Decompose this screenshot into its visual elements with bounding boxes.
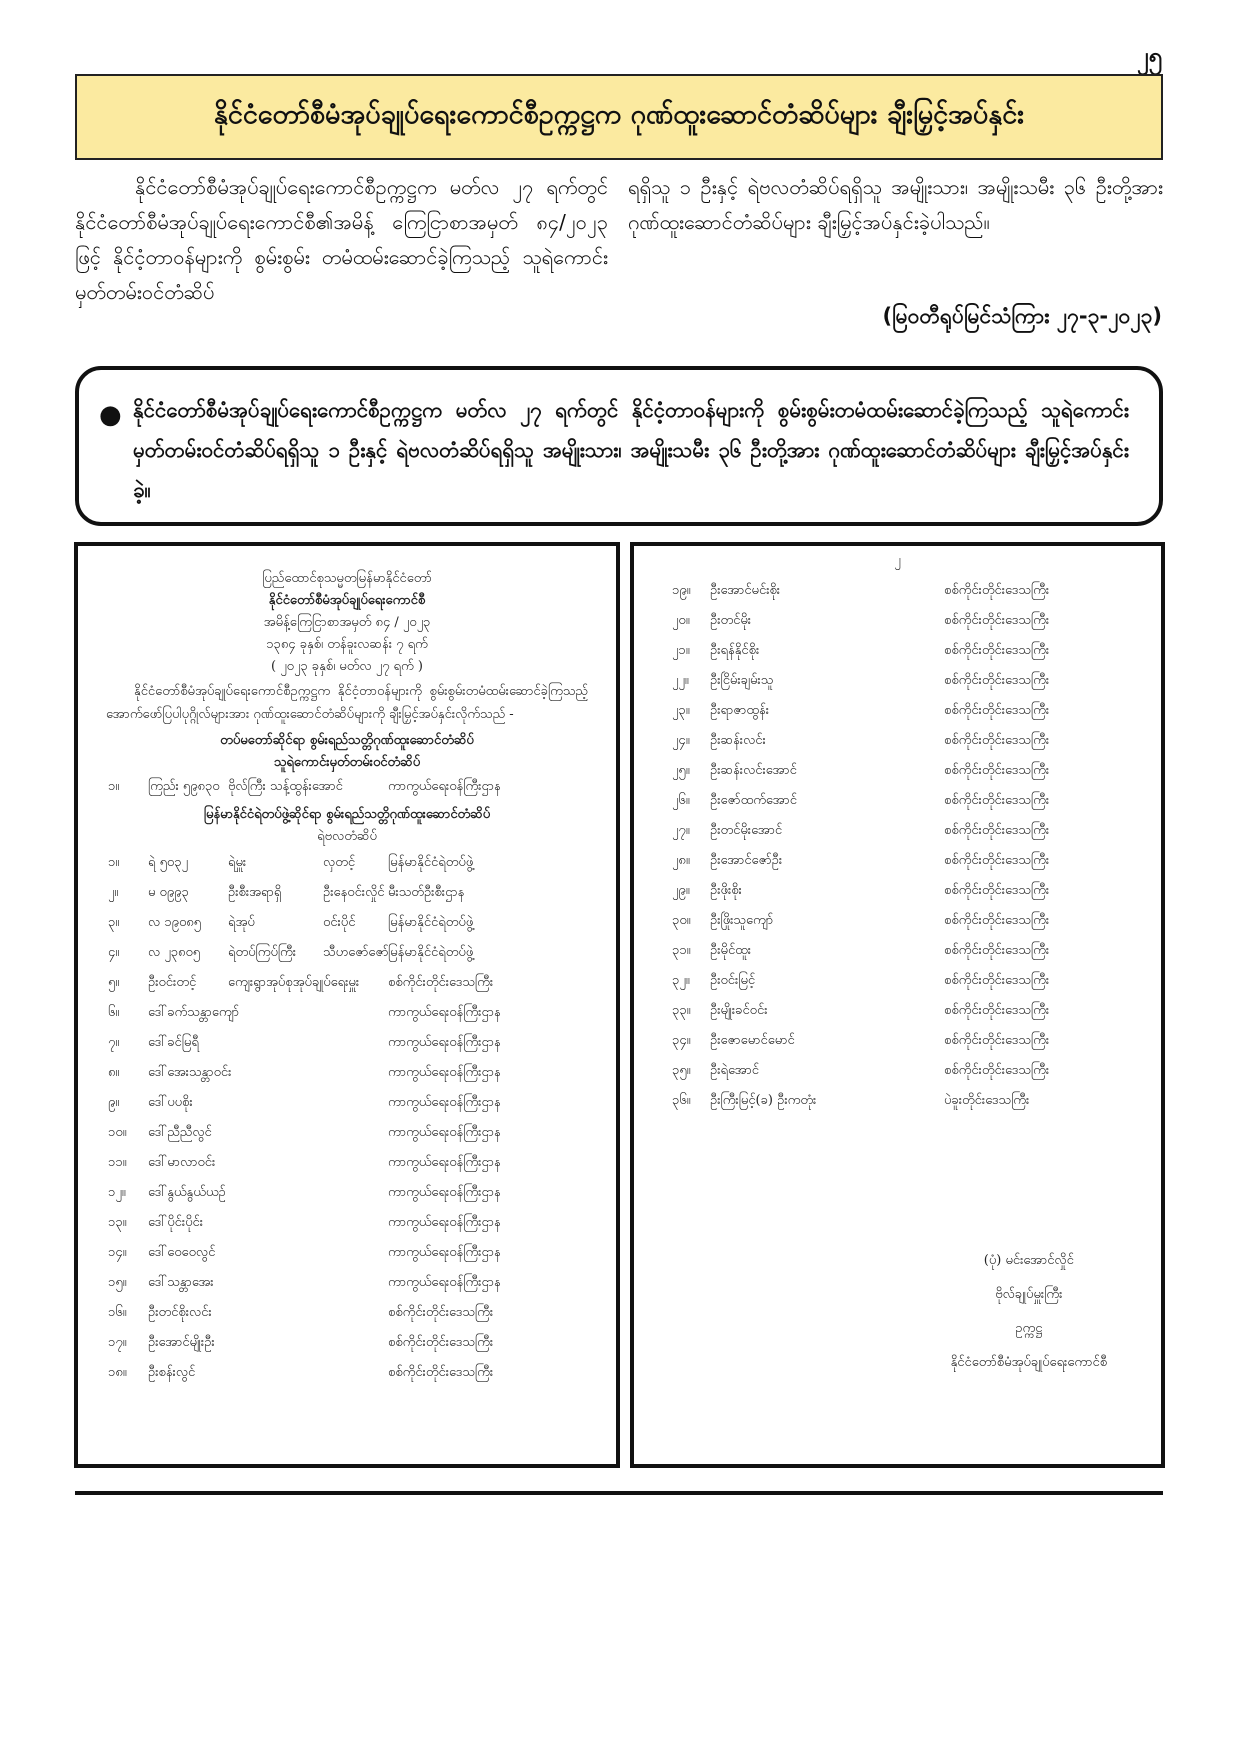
item-number: ၂၉။ <box>672 883 690 898</box>
item-name: ဦးဆန်းလင်း <box>710 733 766 748</box>
item-name: ဦးတင်မိုးအောင် <box>710 823 783 838</box>
list-item <box>634 612 1161 642</box>
signature-line: ဥက္ကဋ္ဌ <box>1015 1321 1043 1336</box>
list-item <box>634 912 1161 942</box>
item-id: ဦးတင်စိုးလင်း <box>148 1305 212 1320</box>
item-unit: စစ်ကိုင်းတိုင်းဒေသကြီး <box>944 733 1050 748</box>
highlight-text: နိုင်ငံတော်စီမံအုပ်ချုပ်ရေးကောင်စီဥက္ကဋ္ဌက မတ်လ ၂၇ ရက်တွင် နိုင်ငံ့တာဝန်များကို စွမ်းစွမ်းတမံထမ်းဆောင်ခဲ့ကြသည့် သူရဲကောင်းမှတ်တမ်းဝင်တံဆိပ်ရရှိသူ ၁ ဦးနှင့် ရဲဗလတံဆိပ်ရရှိသူ အမျိုးသား၊ အမျိုးသမီး ၃၆ ဦးတို့အား ဂုဏ်ထူးဆောင်တံဆိပ်များ ချီးမြှင့်အပ်နှင်းခဲ့။ <box>133 398 1129 502</box>
list-item <box>634 942 1161 972</box>
list-item <box>78 1244 616 1274</box>
item-unit: ကာကွယ်ရေးဝန်ကြီးဌာန <box>388 1095 501 1110</box>
item-unit: ကာကွယ်ရေးဝန်ကြီးဌာန <box>388 1125 501 1140</box>
scanned-order-page-1 <box>74 542 620 1468</box>
item-name: ရဲတပ်ကြပ်ကြီး <box>228 945 297 960</box>
section-title: မြန်မာနိုင်ငံရဲတပ်ဖွဲ့ဆိုင်ရာ စွမ်းရည်သတ္တိဂုဏ်ထူးဆောင်တံဆိပ် <box>203 807 491 822</box>
item-unit: မြန်မာနိုင်ငံရဲတပ်ဖွဲ့ <box>388 915 474 930</box>
item-id: ကြည်း ၅၉၈၃၀ <box>148 779 220 794</box>
item-number: ၁၅။ <box>108 1275 127 1290</box>
list-item <box>78 974 616 1004</box>
list-item <box>78 778 616 808</box>
item-id: ဒေါ်နွယ်နွယ်ယဉ် <box>148 1185 226 1200</box>
page-number: ၂၅ <box>1136 42 1162 70</box>
item-id: ဒေါ်သန္တာအေး <box>148 1275 214 1290</box>
item-unit: စစ်ကိုင်းတိုင်းဒေသကြီး <box>944 973 1050 988</box>
item-unit: မြန်မာနိုင်ငံရဲတပ်ဖွဲ့ <box>388 945 474 960</box>
item-unit: စစ်ကိုင်းတိုင်းဒေသကြီး <box>944 913 1050 928</box>
item-number: ၂၄။ <box>672 733 690 748</box>
item-number: ၁၄။ <box>108 1245 127 1260</box>
item-number: ၃၃။ <box>672 1003 691 1018</box>
item-name: ဦးတင်မိုး <box>710 613 752 628</box>
list-item <box>634 672 1161 702</box>
item-number: ၁၀။ <box>108 1125 127 1140</box>
item-id: ဒေါ်ခက်သန္တာကျော် <box>148 1005 240 1020</box>
list-item <box>634 792 1161 822</box>
item-number: ၁၆။ <box>108 1305 127 1320</box>
item-number: ၂။ <box>108 885 119 900</box>
item-unit: စစ်ကိုင်းတိုင်းဒေသကြီး <box>944 613 1050 628</box>
item-unit: စစ်ကိုင်းတိုင်းဒေသကြီး <box>944 643 1050 658</box>
item-number: ၉။ <box>108 1095 120 1110</box>
list-item <box>78 1274 616 1304</box>
item-name: ရဲအုပ် <box>228 915 255 930</box>
item-id: ဒေါ်မာလာဝင်း <box>148 1155 216 1170</box>
item-unit: စစ်ကိုင်းတိုင်းဒေသကြီး <box>944 673 1050 688</box>
list-item <box>78 914 616 944</box>
item-unit: ကာကွယ်ရေးဝန်ကြီးဌာန <box>388 1005 501 1020</box>
list-item <box>634 582 1161 612</box>
item-id: ဒေါ်ပိုင်းပိုင်း <box>148 1215 204 1230</box>
item-unit: မီးသတ်ဦးစီးဌာန <box>388 885 465 900</box>
item-id: မ ၀၉၉၃ <box>148 885 189 900</box>
item-unit: စစ်ကိုင်းတိုင်းဒေသကြီး <box>944 583 1050 598</box>
list-item <box>634 1092 1161 1122</box>
item-number: ၂၁။ <box>672 643 690 658</box>
item-number: ၁၇။ <box>108 1335 127 1350</box>
item-id: ဒေါ်ပပစိုး <box>148 1095 193 1110</box>
item-number: ၆။ <box>108 1005 120 1020</box>
item-id: လ ၁၉၀၈၅ <box>148 915 201 930</box>
item-unit: ကာကွယ်ရေးဝန်ကြီးဌာန <box>388 1215 501 1230</box>
item-number: ၁၁။ <box>108 1155 127 1170</box>
list-item <box>78 1034 616 1064</box>
item-name: ဦးရန်နိုင်စိုး <box>710 643 760 658</box>
order-header-line: ပြည်ထောင်စုသမ္မတမြန်မာနိုင်ငံတော် <box>262 571 432 586</box>
order-header-line: အမိန့်ကြေငြာစာအမှတ် ၈၄ / ၂၀၂၃ <box>263 615 431 630</box>
item-number: ၁၈။ <box>108 1365 127 1380</box>
item-unit: ကာကွယ်ရေးဝန်ကြီးဌာန <box>388 1035 501 1050</box>
item-number: ၁၉။ <box>672 583 691 598</box>
item-id: ဒေါ်ညီညီလွင် <box>148 1125 212 1140</box>
item-unit: စစ်ကိုင်းတိုင်းဒေသကြီး <box>944 1033 1050 1048</box>
scanned-order-page-2 <box>630 542 1165 1468</box>
item-name: ဦးဇောမောင်မောင် <box>710 1033 795 1048</box>
item-number: ၂၂။ <box>672 673 689 688</box>
item-name: ဦးစီးအရာရှိ <box>228 885 282 900</box>
list-item <box>634 732 1161 762</box>
item-number: ၂၀။ <box>672 613 690 628</box>
item-unit: စစ်ကိုင်းတိုင်းဒေသကြီး <box>944 1003 1050 1018</box>
item-unit: ကာကွယ်ရေးဝန်ကြီးဌာန <box>388 1245 501 1260</box>
section-subtitle: သူရဲကောင်းမှတ်တမ်းဝင်တံဆိပ် <box>273 755 421 770</box>
list-item <box>634 822 1161 852</box>
list-item <box>78 1334 616 1364</box>
item-number: ၈။ <box>108 1065 120 1080</box>
item-name: ဦးဖိုးစိုး <box>710 883 742 898</box>
list-item <box>78 884 616 914</box>
item-name: ဦးငြိမ်းချမ်းသူ <box>710 673 774 688</box>
section-subtitle: ရဲဗလတံဆိပ် <box>317 829 377 844</box>
item-unit: စစ်ကိုင်းတိုင်းဒေသကြီး <box>944 1063 1050 1078</box>
scan-page-mark: ၂ <box>894 553 901 568</box>
item-name: ရဲမှူး <box>228 855 247 870</box>
item-unit: စစ်ကိုင်းတိုင်းဒေသကြီး <box>944 883 1050 898</box>
list-item <box>78 854 616 884</box>
order-header-line: ၁၃၈၄ ခုနှစ်၊ တန်ခူးလဆန်း ၇ ရက် <box>266 637 428 652</box>
item-name: ဦးကြီးမြင့်(ခ) ဦးကတုံး <box>710 1093 817 1108</box>
article-source: (မြဝတီရုပ်မြင်သံကြား ၂၇-၃-၂၀၂၃) <box>882 304 1162 328</box>
list-item <box>78 1184 616 1214</box>
item-id: ဒေါ်ဝေဝေလွင် <box>148 1245 216 1260</box>
item-name: ကျေးရွာအုပ်စုအုပ်ချုပ်ရေးမှူး <box>228 975 360 990</box>
list-item <box>78 1214 616 1244</box>
item-unit: စစ်ကိုင်းတိုင်းဒေသကြီး <box>944 793 1050 808</box>
item-number: ၂၆။ <box>672 793 690 808</box>
item-name: ဦးရာဇာထွန်း <box>710 703 769 718</box>
item-name: ဦးမျိုးခင်ဝင်း <box>710 1003 768 1018</box>
item-number: ၂၇။ <box>672 823 690 838</box>
item-number: ၃။ <box>108 915 120 930</box>
order-notice: နိုင်ငံတော်စီမံအုပ်ချုပ်ရေးကောင်စီဥက္ကဋ္ဌက နိုင်ငံ့တာဝန်များကို စွမ်းစွမ်းတမံထမ်းဆောင်ခဲ့ကြသည့် အောက်ဖော်ပြပါပုဂ္ဂိုလ်များအား ဂုဏ်ထူးဆောင်တံဆိပ်များကို ချီးမြှင့်အပ်နှင်းလိုက်သည် - <box>106 684 588 722</box>
item-number: ၃၂။ <box>672 973 690 988</box>
list-item <box>78 1364 616 1394</box>
list-item <box>634 882 1161 912</box>
item-unit: စစ်ကိုင်းတိုင်းဒေသကြီး <box>388 1335 494 1350</box>
item-id: ဒေါ်အေးသန္တာဝင်း <box>148 1065 232 1080</box>
item-number: ၂၅။ <box>672 763 690 778</box>
item-unit: စစ်ကိုင်းတိုင်းဒေသကြီး <box>388 975 494 990</box>
list-item <box>78 944 616 974</box>
item-unit: ကာကွယ်ရေးဝန်ကြီးဌာန <box>388 1185 501 1200</box>
signature-block <box>951 1244 1107 1380</box>
item-id: လ ၂၃၈၀၅ <box>148 945 201 960</box>
item-unit: ကာကွယ်ရေးဝန်ကြီးဌာန <box>388 1155 501 1170</box>
item-number: ၄။ <box>108 945 120 960</box>
article-body-left: နိုင်ငံတော်စီမံအုပ်ချုပ်ရေးကောင်စီဥက္ကဋ္ဌက မတ်လ ၂၇ ရက်တွင် နိုင်ငံတော်စီမံအုပ်ချုပ်ရေးကောင်စီ၏အမိန့် ကြေငြာစာအမှတ် ၈၄/၂၀၂၃ ဖြင့် နိုင်ငံ့တာဝန်များကို စွမ်းစွမ်း တမံထမ်းဆောင်ခဲ့ကြသည့် သူရဲကောင်းမှတ်တမ်းဝင်တံဆိပ် <box>75 175 608 304</box>
list-item <box>634 972 1161 1002</box>
item-unit: စစ်ကိုင်းတိုင်းဒေသကြီး <box>944 763 1050 778</box>
list-item <box>634 762 1161 792</box>
item-number: ၃၁။ <box>672 943 691 958</box>
item-id: ရဲ ၅၀၃၂ <box>148 855 188 870</box>
item-number: ၇။ <box>108 1035 120 1050</box>
bullet-icon: ● <box>99 400 122 430</box>
signature-line: (ပုံ) မင်းအောင်လှိုင် <box>983 1253 1074 1268</box>
item-number: ၁၂။ <box>108 1185 126 1200</box>
item-name: ဗိုလ်ကြီး သန့်ထွန်းအောင် <box>228 779 343 794</box>
item-unit: ပဲခူးတိုင်းဒေသကြီး <box>944 1093 1030 1108</box>
list-item <box>78 1304 616 1334</box>
item-unit: ကာကွယ်ရေးဝန်ကြီးဌာန <box>388 779 501 794</box>
item-name: ဦးဝင်းမြင့် <box>710 973 756 988</box>
item-unit: ကာကွယ်ရေးဝန်ကြီးဌာန <box>388 1065 501 1080</box>
item-unit: မြန်မာနိုင်ငံရဲတပ်ဖွဲ့ <box>388 855 474 870</box>
item-name: ဦးအောင်ဇော်ဦး <box>710 853 783 868</box>
item-number: ၂၃။ <box>672 703 690 718</box>
item-number: ၃၅။ <box>672 1063 691 1078</box>
list-item <box>634 1062 1161 1092</box>
list-item <box>634 642 1161 672</box>
item-number: ၅။ <box>108 975 120 990</box>
signature-line: နိုင်ငံတော်စီမံအုပ်ချုပ်ရေးကောင်စီ <box>950 1355 1107 1370</box>
highlight-box <box>75 366 1163 526</box>
article-body-right: ရရှိသူ ၁ ဦးနှင့် ရဲဗလတံဆိပ်ရရှိသူ အမျိုးသား၊ အမျိုးသမီး ၃၆ ဦးတို့အား ဂုဏ်ထူးဆောင်တံဆိပ်များ ချီးမြှင့်အပ်နှင်းခဲ့ပါသည်။ <box>628 175 1163 234</box>
signature-line: ဗိုလ်ချုပ်မှူးကြီး <box>995 1287 1063 1302</box>
section-title: တပ်မတော်ဆိုင်ရာ စွမ်းရည်သတ္တိဂုဏ်ထူးဆောင်တံဆိပ် <box>220 733 474 748</box>
item-extra: ဝင်းပိုင် <box>323 915 356 930</box>
item-id: ဦးအောင်မျိုးဦး <box>148 1335 215 1350</box>
item-extra: လှတင့် <box>323 855 356 870</box>
item-name: ဦးဖြိုးသူကျော် <box>710 913 774 928</box>
item-unit: စစ်ကိုင်းတိုင်းဒေသကြီး <box>388 1305 494 1320</box>
item-unit: စစ်ကိုင်းတိုင်းဒေသကြီး <box>388 1365 494 1380</box>
item-number: ၃၆။ <box>672 1093 691 1108</box>
item-number: ၂၈။ <box>672 853 690 868</box>
item-unit: စစ်ကိုင်းတိုင်းဒေသကြီး <box>944 943 1050 958</box>
item-unit: စစ်ကိုင်းတိုင်းဒေသကြီး <box>944 703 1050 718</box>
item-name: ဦးရဲအောင် <box>710 1063 760 1078</box>
item-number: ၃၀။ <box>672 913 691 928</box>
item-number: ၁။ <box>108 779 120 794</box>
list-item <box>78 1124 616 1154</box>
article-title: နိုင်ငံတော်စီမံအုပ်ချုပ်ရေးကောင်စီဥက္ကဋ္ဌက ဂုဏ်ထူးဆောင်တံဆိပ်များ ချီးမြှင့်အပ်နှင်း <box>75 74 1163 160</box>
list-item <box>634 1002 1161 1032</box>
item-number: ၃၄။ <box>672 1033 691 1048</box>
item-unit: ကာကွယ်ရေးဝန်ကြီးဌာန <box>388 1275 501 1290</box>
list-item <box>634 702 1161 732</box>
item-name: ဦးမိုင်ထူး <box>710 943 752 958</box>
order-header-line: ( ၂၀၂၃ ခုနှစ်၊ မတ်လ ၂၇ ရက် ) <box>271 659 423 674</box>
bottom-rule <box>75 1491 1163 1495</box>
item-number: ၁။ <box>108 855 120 870</box>
item-extra: သီဟဇော်ဇော် <box>323 945 389 960</box>
item-number: ၁၃။ <box>108 1215 127 1230</box>
item-extra: ဦးနေဝင်းလှိုင် <box>323 885 385 900</box>
item-id: ဦးစန်းလွင် <box>148 1365 196 1380</box>
item-name: ဦးအောင်မင်းစိုး <box>710 583 781 598</box>
item-name: ဦးဆန်းလင်းအောင် <box>710 763 797 778</box>
item-unit: စစ်ကိုင်းတိုင်းဒေသကြီး <box>944 823 1050 838</box>
list-item <box>78 1004 616 1034</box>
list-item <box>78 1154 616 1184</box>
list-item <box>78 1064 616 1094</box>
item-unit: စစ်ကိုင်းတိုင်းဒေသကြီး <box>944 853 1050 868</box>
list-item <box>634 1032 1161 1062</box>
list-item <box>78 1094 616 1124</box>
list-item <box>634 852 1161 882</box>
item-id: ဒေါ်ခင်မြရီ <box>148 1035 199 1050</box>
order-header-line: နိုင်ငံတော်စီမံအုပ်ချုပ်ရေးကောင်စီ <box>268 593 426 608</box>
item-id: ဦးဝင်းတင့် <box>148 975 197 990</box>
item-name: ဦးဇော်ထက်အောင် <box>710 793 797 808</box>
